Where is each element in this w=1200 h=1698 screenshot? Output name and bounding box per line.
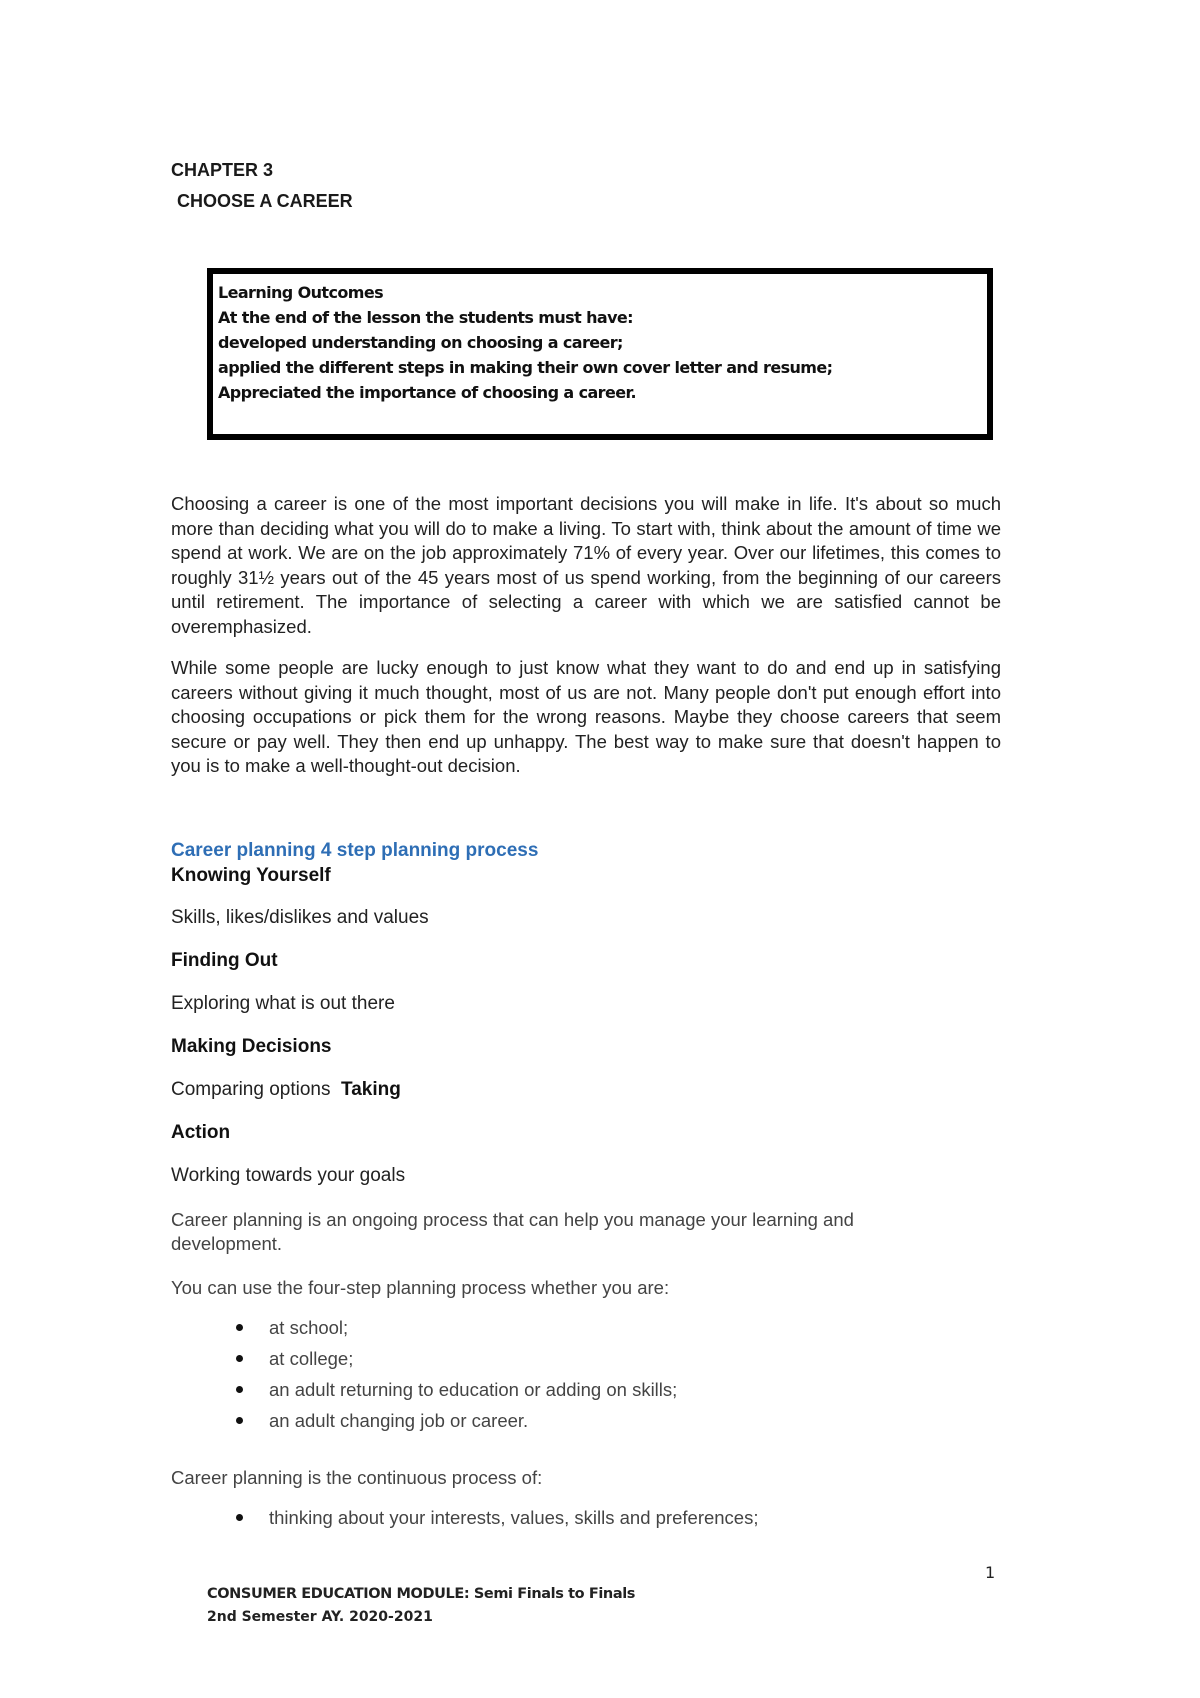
step4-description: Working towards your goals: [171, 1165, 406, 1186]
bullet-icon: [236, 1355, 243, 1362]
learning-outcomes-intro: At the end of the lesson the students must have:: [218, 308, 633, 327]
learning-outcome-item: applied the different steps in making their own cover letter and resume;: [218, 358, 833, 377]
bullet-icon: [236, 1514, 243, 1521]
step3-description: Comparing options: [171, 1079, 331, 1100]
bullet-icon: [236, 1386, 243, 1393]
list-item: an adult changing job or career.: [0, 1405, 677, 1436]
intro-paragraph-1: Choosing a career is one of the most important decisions you will make in life. It's about so much more than deciding what you will do to make a living. To start with, think about the amount of time we spend at work. We are on the job approximately 71% of every year. Over our lifetimes, this comes to roughly 31½ years out of the 45 years most of us spend working, from the beginning of our careers until retirement. The importance of selecting a career with which we are satisfied cannot be overemphasized.: [171, 493, 1001, 637]
learning-outcome-item: developed understanding on choosing a career;: [218, 333, 623, 352]
step4-title-start: Taking: [341, 1079, 401, 1100]
step4-title-end: Action: [171, 1122, 231, 1143]
intro-paragraph-2: While some people are lucky enough to just know what they want to do and end up in satisfying careers without giving it much thought, most of us are not. Many people don't put enough effort into choosing occupations or pick them for the wrong reasons. Maybe they choose careers that seem secure or pay well. They then end up unhappy. The best way to make sure that doesn't happen to you is to make a well-thought-out decision.: [171, 657, 1001, 776]
chapter-number: CHAPTER 3: [171, 160, 274, 180]
step2-title: Finding Out: [171, 950, 278, 971]
ongoing-paragraph: Career planning is an ongoing process that can help you manage your learning and development.: [171, 1209, 854, 1254]
footer-module: CONSUMER EDUCATION MODULE: Semi Finals to Finals: [207, 1586, 636, 1602]
continuous-bullet-list: [0, 1502, 758, 1533]
learning-outcomes-box: [207, 268, 993, 440]
step3-line: [171, 1079, 401, 1101]
use-intro: You can use the four-step planning process whether you are:: [171, 1277, 670, 1298]
learning-outcome-item: Appreciated the importance of choosing a career.: [218, 383, 636, 402]
list-item: at college;: [0, 1343, 677, 1374]
planning-heading: Career planning 4 step planning process: [171, 840, 539, 861]
use-bullet-list: [0, 1312, 677, 1436]
step2-description: Exploring what is out there: [171, 993, 395, 1014]
list-item: at school;: [0, 1312, 677, 1343]
list-item: an adult returning to education or adding on skills;: [0, 1374, 677, 1405]
bullet-icon: [236, 1417, 243, 1424]
bullet-icon: [236, 1324, 243, 1331]
list-item: thinking about your interests, values, skills and preferences;: [0, 1502, 758, 1533]
step1-title: Knowing Yourself: [171, 865, 331, 886]
step3-title: Making Decisions: [171, 1036, 332, 1057]
footer-cut-line: 2nd Semester AY. 2020-2021: [207, 1609, 433, 1625]
page-number: 1: [985, 1563, 996, 1582]
chapter-title: CHOOSE A CAREER: [177, 191, 353, 211]
continuous-intro: Career planning is the continuous process of:: [171, 1467, 543, 1488]
step1-description: Skills, likes/dislikes and values: [171, 907, 429, 928]
learning-outcomes-heading: Learning Outcomes: [218, 283, 383, 302]
